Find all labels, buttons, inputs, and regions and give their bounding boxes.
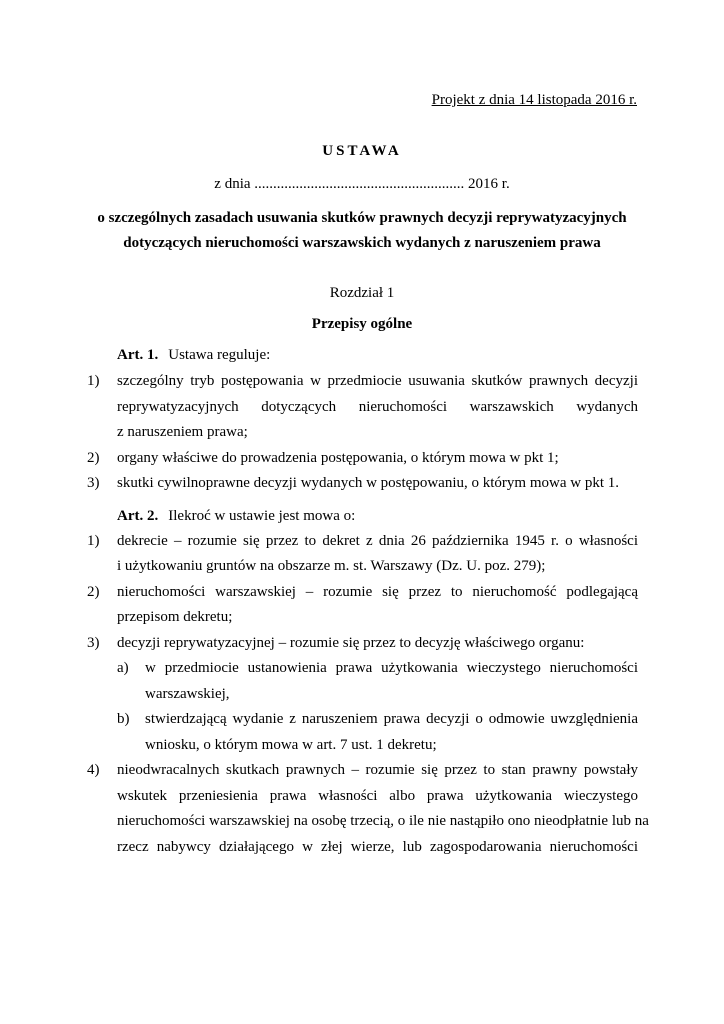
art1-intro: Ustawa reguluje: bbox=[168, 347, 271, 363]
art2-item2-num: 2) bbox=[87, 584, 100, 600]
chapter-title: Przepisy ogólne bbox=[311, 316, 413, 332]
art1-item2-num: 2) bbox=[87, 450, 100, 466]
art2-item4-num: 4) bbox=[87, 762, 100, 778]
art2-item4-line3: nieruchomości warszawskiej na osobę trzecią, o ile nie nastąpiło ono nieodpłatnie lub na bbox=[117, 813, 649, 829]
art2-item3-sub-a-line2: warszawskiej, bbox=[145, 686, 230, 702]
draft-date: Projekt z dnia 14 listopada 2016 r. bbox=[431, 92, 637, 108]
art2-item2-line2: przepisom dekretu; bbox=[117, 609, 233, 625]
art2-item4-line1: nieodwracalnych skutkach prawnych – rozumie się przez to stan prawny powstały bbox=[117, 762, 638, 778]
art1-label: Art. 1. bbox=[117, 347, 159, 363]
art1-item2-line1: organy właściwe do prowadzenia postępowania, o którym mowa w pkt 1; bbox=[117, 450, 559, 466]
art2-item3-sub-a-line1: w przedmiocie ustanowienia prawa użytkowania wieczystego nieruchomości bbox=[145, 660, 638, 676]
art2-item1-line2: i użytkowaniu gruntów na obszarze m. st. Warszawy (Dz. U. poz. 279); bbox=[117, 558, 546, 574]
art2-heading bbox=[117, 508, 355, 525]
art1-item1-num: 1) bbox=[87, 373, 100, 389]
art2-item3-sub-a-letter: a) bbox=[117, 660, 129, 676]
art2-intro: Ilekroć w ustawie jest mowa o: bbox=[168, 508, 356, 524]
art1-item1-line3: z naruszeniem prawa; bbox=[117, 424, 248, 440]
art1-item3-line1: skutki cywilnoprawne decyzji wydanych w postępowaniu, o którym mowa w pkt 1. bbox=[117, 475, 619, 491]
art2-item3-sub-b-line2: wniosku, o którym mowa w art. 7 ust. 1 dekretu; bbox=[145, 737, 437, 753]
chapter-label: Rozdział 1 bbox=[329, 285, 395, 301]
art2-item2-line1: nieruchomości warszawskiej – rozumie się przez to nieruchomość podlegającą bbox=[117, 584, 638, 600]
art2-item4-line2: wskutek przeniesienia prawa własności albo prawa użytkowania wieczystego bbox=[117, 788, 638, 804]
art2-item4-line4: rzecz nabywcy działającego w złej wierze, lub zagospodarowania nieruchomości bbox=[117, 839, 638, 855]
art2-label: Art. 2. bbox=[117, 508, 159, 524]
act-subject-line-1: o szczególnych zasadach usuwania skutków prawnych decyzji reprywatyzacyjnych bbox=[97, 210, 627, 226]
act-date: z dnia ........................................................ 2016 r. bbox=[214, 176, 510, 192]
art1-heading bbox=[117, 347, 270, 364]
art1-item1-line1: szczególny tryb postępowania w przedmiocie usuwania skutków prawnych decyzji bbox=[117, 373, 638, 389]
art2-item3-num: 3) bbox=[87, 635, 100, 651]
art2-item3-line1: decyzji reprywatyzacyjnej – rozumie się przez to decyzję właściwego organu: bbox=[117, 635, 585, 651]
art2-item1-line1: dekrecie – rozumie się przez to dekret z dnia 26 października 1945 r. o własności bbox=[117, 533, 638, 549]
art1-item1-line2: reprywatyzacyjnych dotyczących nieruchomości warszawskich wydanych bbox=[117, 399, 638, 415]
art2-item3-sub-b-line1: stwierdzającą wydanie z naruszeniem prawa decyzji o odmowie uwzględnienia bbox=[145, 711, 638, 727]
art2-item1-num: 1) bbox=[87, 533, 100, 549]
art1-item3-num: 3) bbox=[87, 475, 100, 491]
act-subject-line-2: dotyczących nieruchomości warszawskich wydanych z naruszeniem prawa bbox=[123, 235, 601, 251]
art2-item3-sub-b-letter: b) bbox=[117, 711, 130, 727]
act-title: USTAWA bbox=[322, 143, 402, 159]
